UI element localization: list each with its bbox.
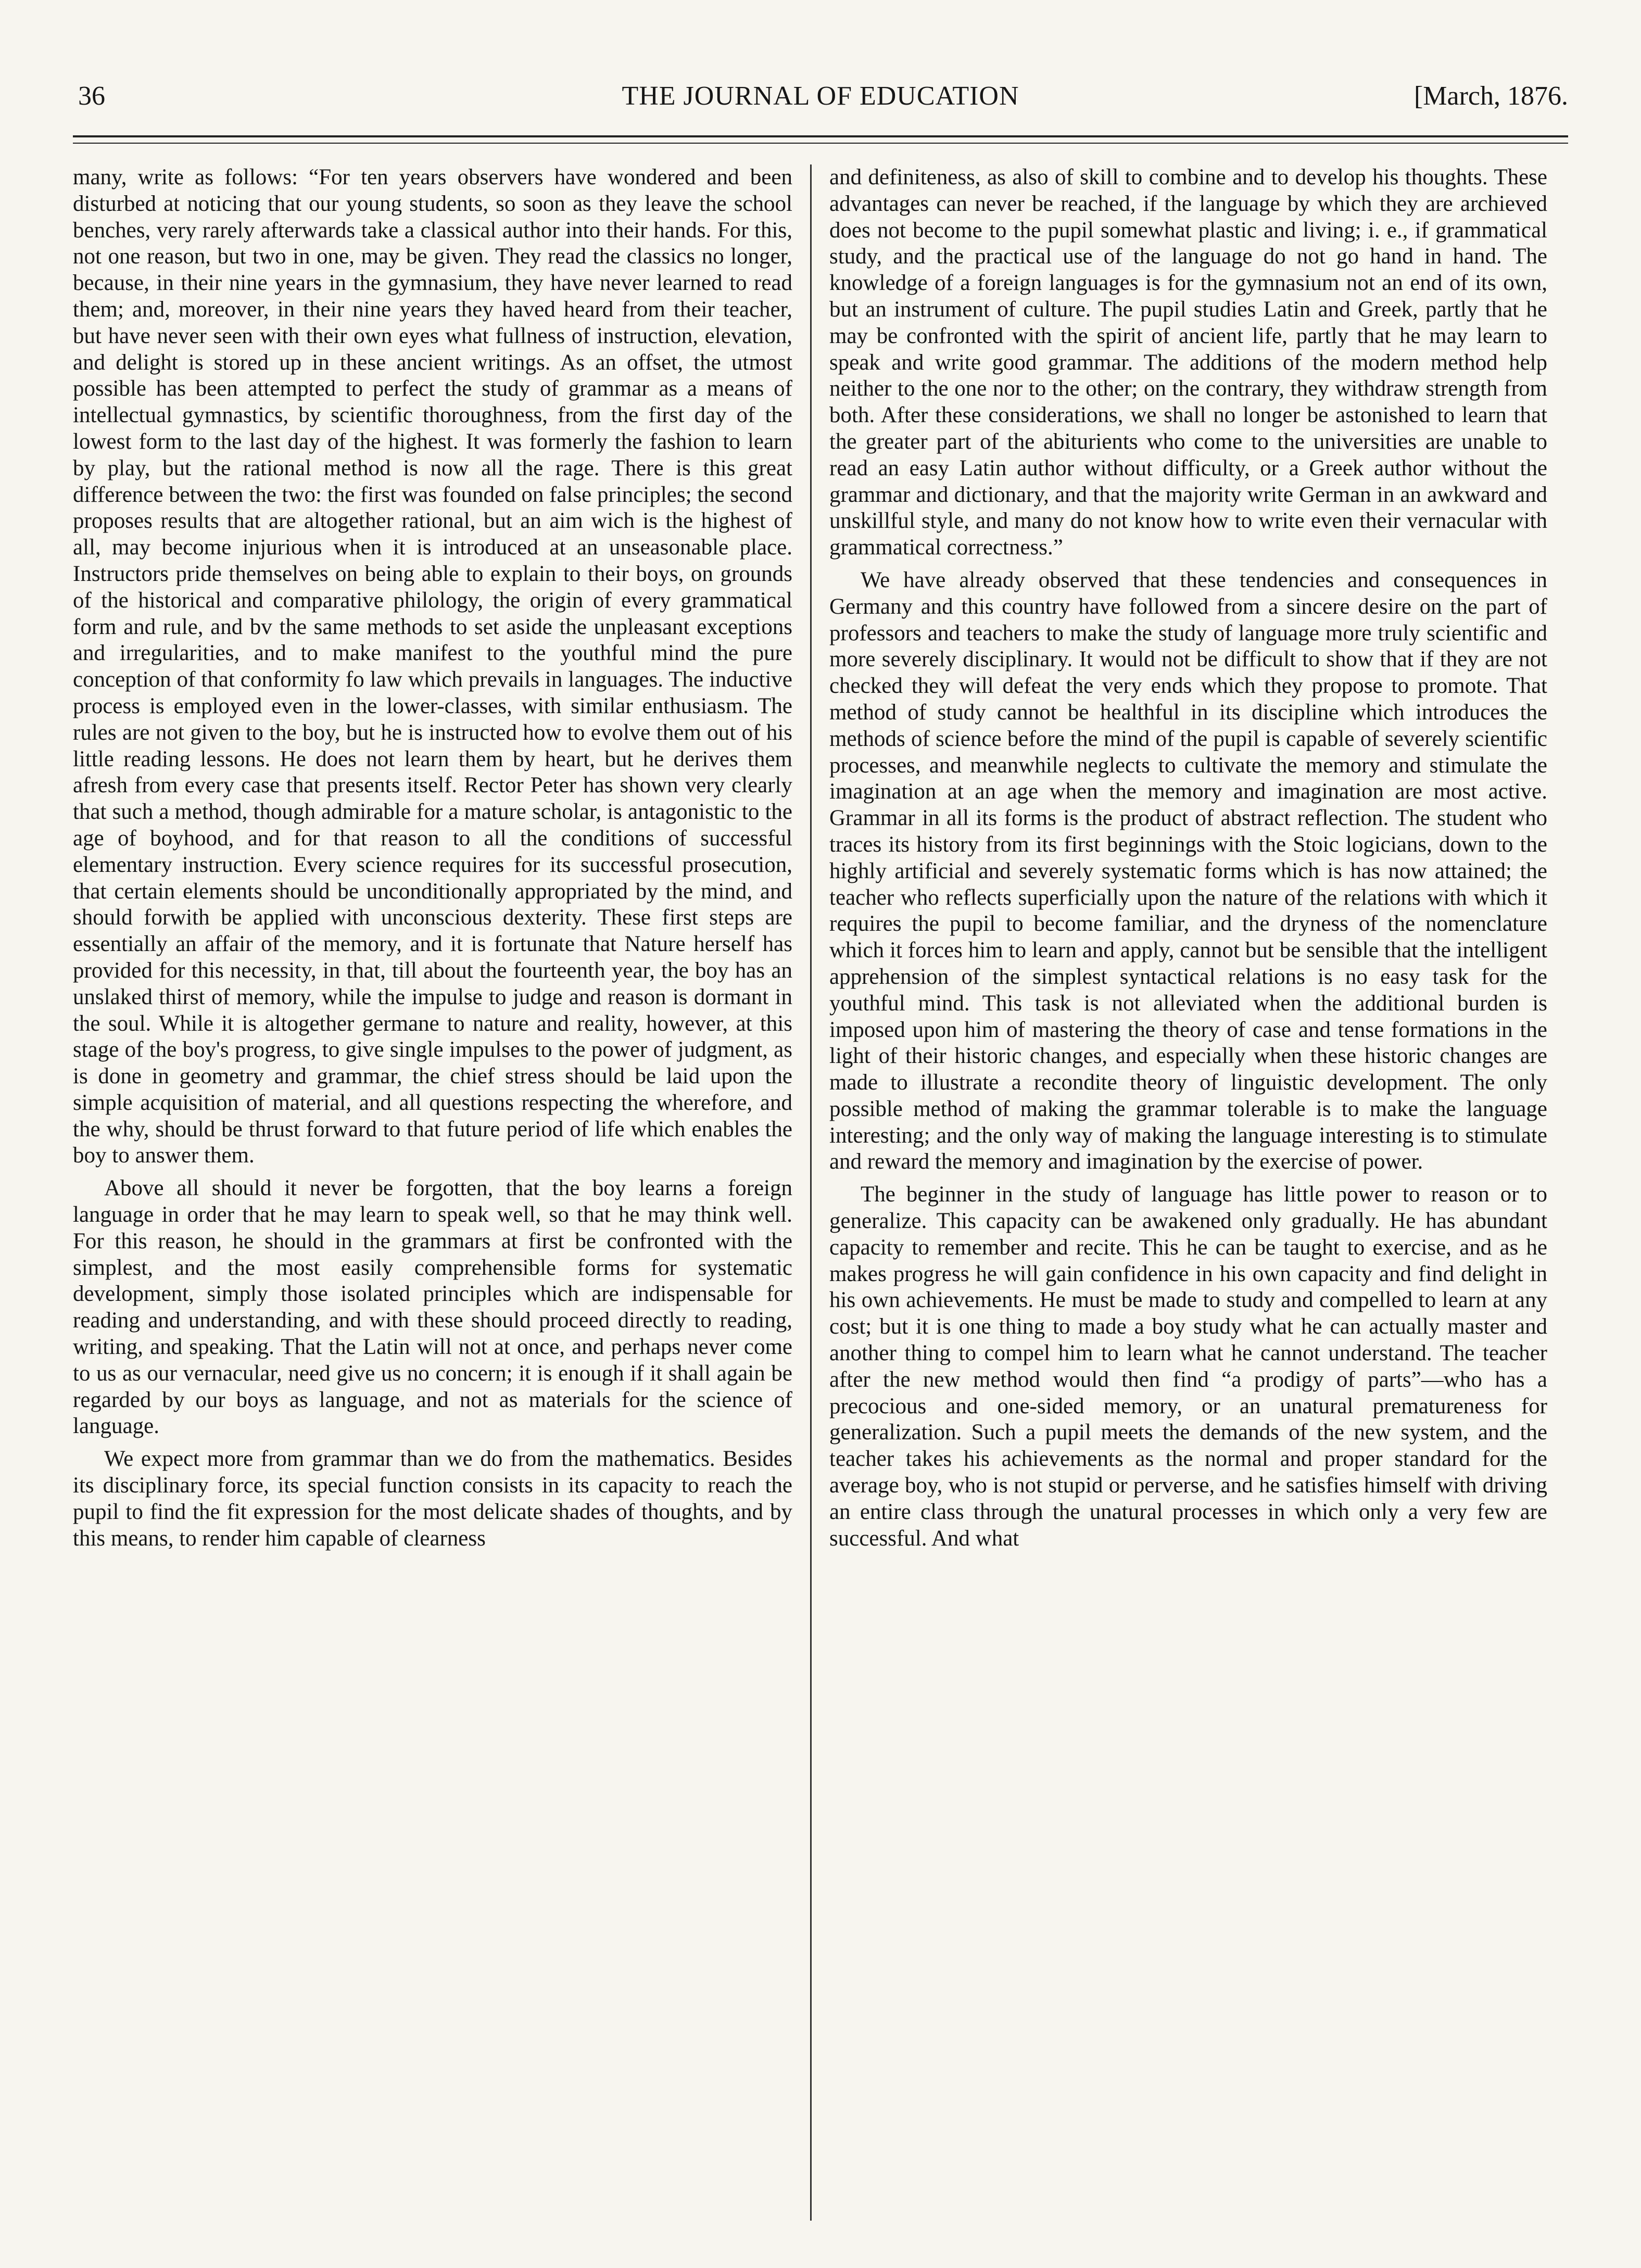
header-rule-thin [73, 143, 1568, 144]
left-paragraph: Above all should it never be forgotten, that the boy learns a foreign language in order that he may learn to speak well, so that he may think well. For this reason, he should in the grammars at first be confronted with the simplest, and the most easily comprehensible forms for systematic development, simply those isolated principles which are indispensable for reading and understanding, and with these should proceed directly to reading, writing, and speaking. That the Latin will not at once, and perhaps never come to us as our vernacular, need give us no concern; it is enough if it shall again be regarded by our boys as language, and not as materials for the science of language. [73, 1176, 792, 1439]
right-column [810, 164, 1547, 2221]
right-paragraph: We have already observed that these tendencies and consequences in Germany and this country have followed from a sincere desire on the part of professors and teachers to make the study of language more truly scientific and more severely disciplinary. It would not be difficult to show that if they are not checked they will defeat the very ends which they propose to promote. That method of study cannot be healthful in its discipline which introduces the methods of science before the mind of the pupil is capable of severely scientific processes, and meanwhile neglects to cultivate the memory and stimulate the imagination at an age when the memory and imagination are most active. Grammar in all its forms is the product of abstract reflection. The student who traces its history from its first beginnings with the Stoic logicians, down to the highly artificial and severely systematic forms which is has now attained; the teacher who reflects superficially upon the nature of the relations with which it requires the pupil to become familiar, and the dryness of the nomenclature which it forces him to learn and apply, cannot but be sensible that the intelligent apprehension of the simplest syntactical relations is no easy task for the youthful mind. This task is not alleviated when the additional burden is imposed upon him of mastering the theory of case and tense formations in the light of their historic changes, and especially when these historic changes are made to illustrate a recondite theory of linguistic development. The only possible method of making the grammar tolerable is to make the language interesting; and the only way of making the language interesting is to stimulate and reward the memory and imagination by the exercise of power. [829, 567, 1547, 1174]
page-number: 36 [78, 81, 105, 111]
left-paragraph: many, write as follows: “For ten years observers have wondered and been disturbed at noticing that our young students, so soon as they leave the school benches, very rarely afterwards take a classical author into their hands. For this, not one reason, but two in one, may be given. They read the classics no longer, because, in their nine years in the gymnasium, they have never learned to read them; and, moreover, in their nine years they haved heard from their teacher, but have never seen with their own eyes what fullness of instruction, elevation, and delight is stored up in these ancient writings. As an offset, the utmost possible has been attempted to perfect the study of grammar as a means of intellectual gymnastics, by scientific thoroughness, from the first day of the lowest form to the last day of the highest. It was formerly the fashion to learn by play, but the rational method is now all the rage. There is this great difference between the two: the first was founded on false principles; the second proposes results that are altogether rational, but an aim wich is the highest of all, may become injurious when it is introduced at an unseasonable place. Instructors pride themselves on being able to explain to their boys, on grounds of the historical and comparative philology, the origin of every grammatical form and rule, and bv the same methods to set aside the unpleasant exceptions and irregularities, and to make manifest to the youthful mind the pure conception of that conformity fo law which prevails in languages. The inductive process is employed even in the lower-classes, with similar enthusiasm. The rules are not given to the boy, but he is instructed how to evolve them out of his little reading lessons. He does not learn them by heart, but he derives them afresh from every case that presents itself. Rector Peter has shown very clearly that such a method, though admirable for a mature scholar, is antagonistic to the age of boyhood, and for that reason to all the conditions of successful elementary instruction. Every science requires for its successful prosecution, that certain elements should be unconditionally appropriated by the mind, and should forwith be applied with unconscious dexterity. These first steps are essentially an affair of the memory, and it is fortunate that Nature herself has provided for this necessity, in that, till about the fourteenth year, the boy has an unslaked thirst of memory, while the impulse to judge and reason is dormant in the soul. While it is altogether germane to nature and reality, however, at this stage of the boy's progress, to give single impulses to the power of judgment, as is done in geometry and grammar, the chief stress should be laid upon the simple acquisition of material, and all questions respecting the wherefore, and the why, should be thrust forward to that future period of life which enables the boy to answer them. [73, 165, 792, 1168]
running-header [73, 78, 1568, 115]
issue-date: [March, 1876. [1413, 81, 1568, 111]
left-column [73, 164, 810, 2221]
right-paragraph: The beginner in the study of language has little power to reason or to generalize. This capacity can be awakened only gradually. He has abundant capacity to remember and recite. This he can be taught to exercise, and as he makes progress he will gain confidence in his own capacity and find delight in his own achievements. He must be made to study and compelled to learn at any cost; but it is one thing to made a boy study what he can actually master and another thing to compel him to learn what he cannot understand. The teacher after the new method would then find “a prodigy of parts”—who has a precocious and one-sided memory, or an unatural prematureness for generalization. Such a pupil meets the demands of the new system, and the teacher takes his achievements as the normal and proper standard for the average boy, who is not stupid or perverse, and he satisfies himself with driving an entire class through the unatural processes in which only a very few are successful. And what [829, 1182, 1547, 1551]
left-paragraph: We expect more from grammar than we do from the mathematics. Besides its disciplinary force, its special function consists in its capacity to reach the pupil to find the fit expression for the most delicate shades of thoughts, and by this means, to render him capable of clearness [73, 1447, 792, 1551]
right-paragraph: and definiteness, as also of skill to combine and to develop his thoughts. These advantages can never be reached, if the language by which they are archieved does not become to the pupil somewhat plastic and living; i. e., if grammatical study, and the practical use of the language do not go hand in hand. The knowledge of a foreign languages is for the gymnasium not an end of its own, but an instrument of culture. The pupil studies Latin and Greek, partly that he may be confronted with the spirit of ancient life, partly that he may learn to speak and write good grammar. The additions of the modern method help neither to the one nor to the other; on the contrary, they withdraw strength from both. After these considerations, we shall no longer be astonished to learn that the greater part of the abiturients who come to the universities are unable to read an easy Latin author without difficulty, or a Greek author without the grammar and dictionary, and that the majority write German in an awkward and unskillful style, and many do not know how to write even their vernacular with grammatical correctness.” [829, 165, 1547, 560]
journal-title: THE JOURNAL OF EDUCATION [622, 81, 1019, 111]
text-columns [73, 164, 1568, 2221]
header-rule-thick [73, 135, 1568, 137]
